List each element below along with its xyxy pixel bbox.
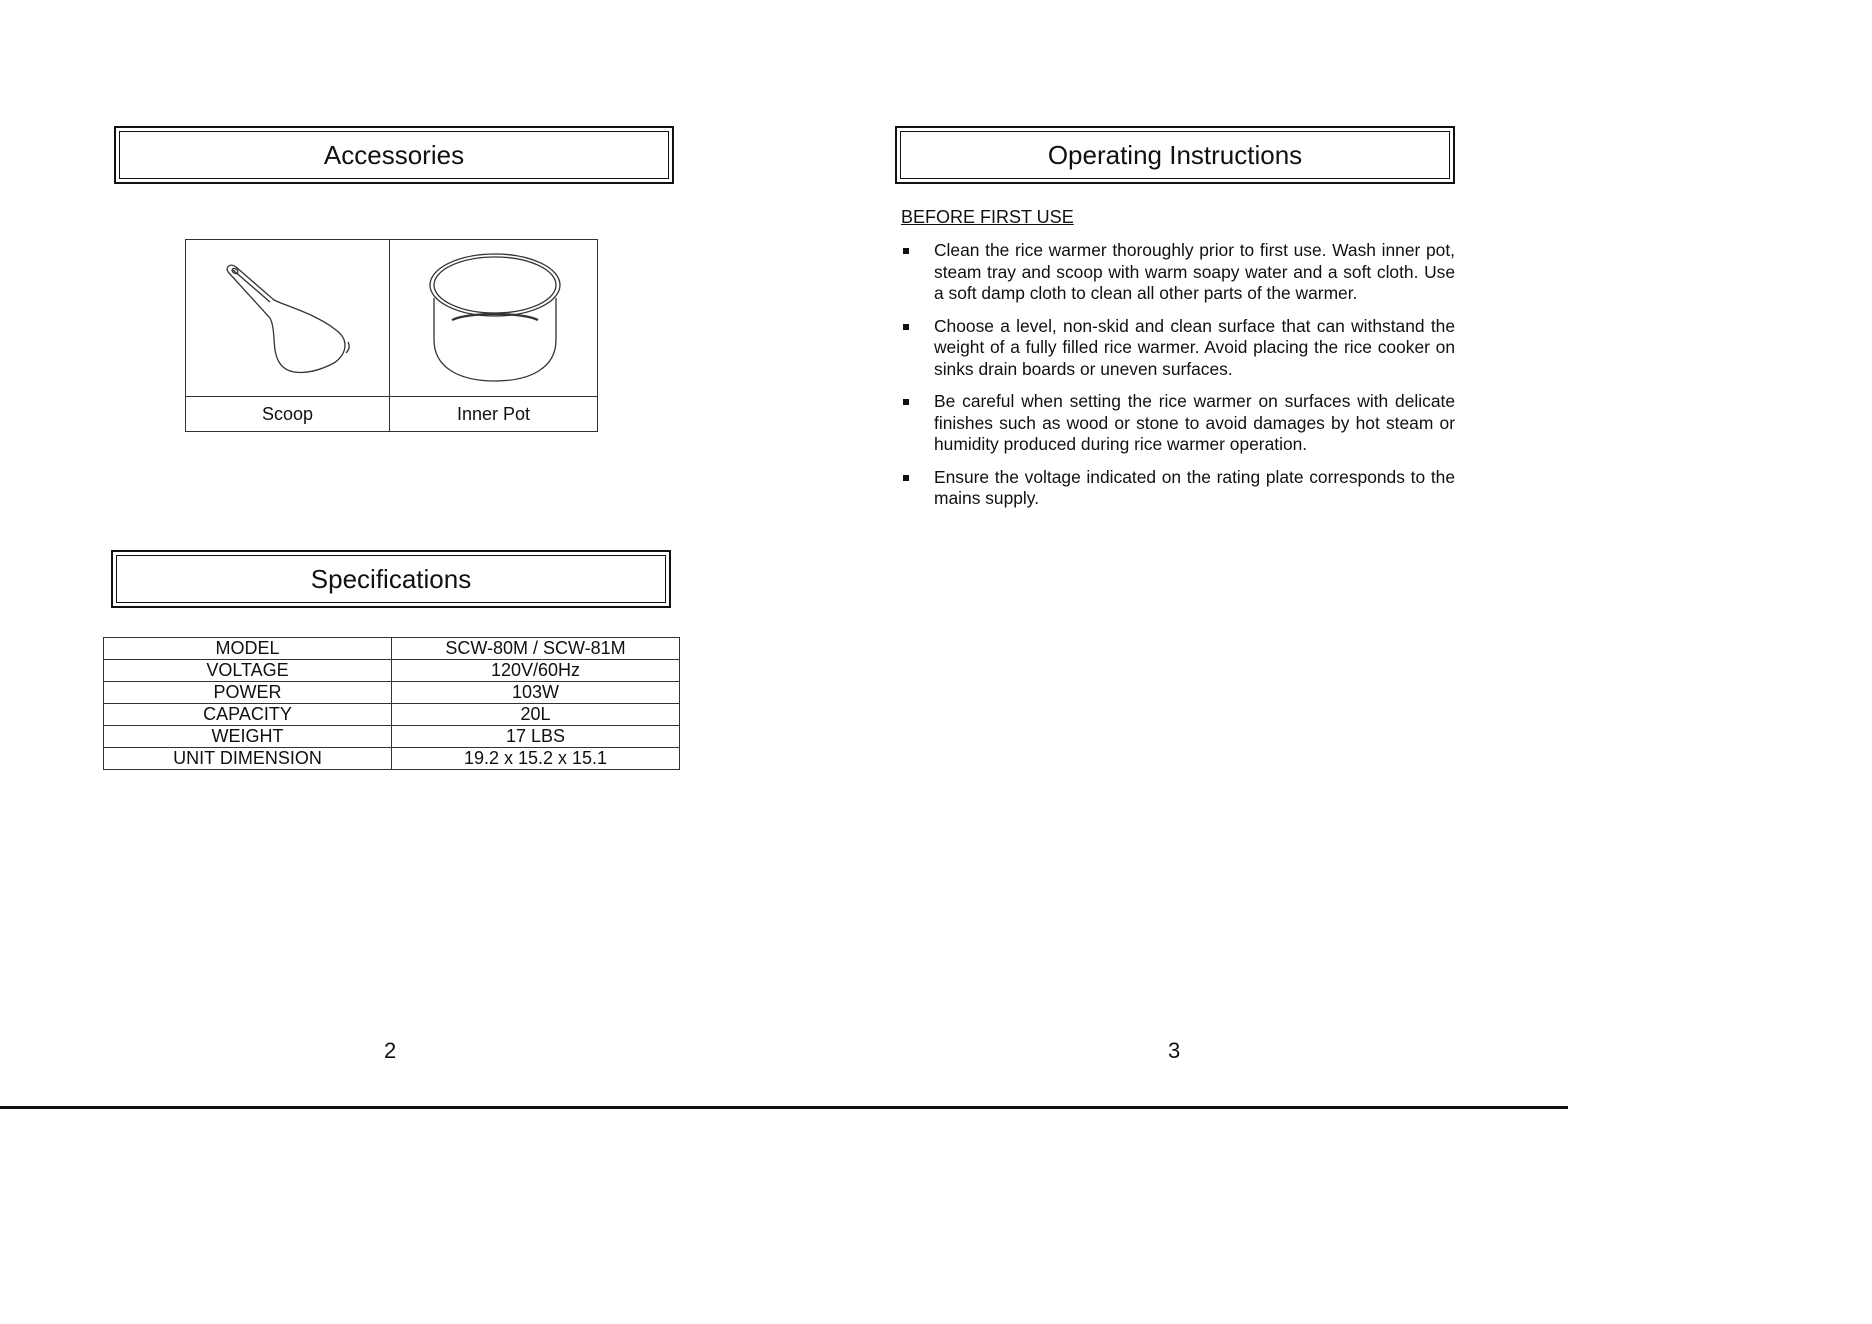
table-row <box>104 682 680 704</box>
page-number-left: 2 <box>384 1038 397 1063</box>
spec-value: 17 LBS <box>392 726 680 748</box>
spec-key: VOLTAGE <box>104 660 392 682</box>
inner-pot-icon <box>390 240 598 395</box>
scoop-label: Scoop <box>186 396 389 431</box>
table-row <box>104 704 680 726</box>
spec-value: 19.2 x 15.2 x 15.1 <box>392 748 680 770</box>
spec-value: 103W <box>392 682 680 704</box>
spec-key: MODEL <box>104 638 392 660</box>
bullet-icon <box>903 248 909 254</box>
bullet-icon <box>903 399 909 405</box>
instruction-list <box>901 240 1455 521</box>
operating-instructions-title: Operating Instructions <box>900 131 1450 179</box>
list-item <box>901 391 1455 456</box>
bullet-icon <box>903 324 909 330</box>
scoop-image-cell <box>186 240 389 396</box>
list-item <box>901 240 1455 305</box>
spec-value: SCW-80M / SCW-81M <box>392 638 680 660</box>
specifications-title-box <box>111 550 671 608</box>
spec-key: WEIGHT <box>104 726 392 748</box>
table-row <box>104 726 680 748</box>
inner-pot-label: Inner Pot <box>389 396 597 431</box>
list-item-text: Clean the rice warmer thoroughly prior to first use. Wash inner pot, steam tray and scoop with warm soapy water and a soft cloth. Use a soft damp cloth to clean all other parts of the warmer. <box>934 240 1455 303</box>
page-number-right: 3 <box>1168 1038 1181 1063</box>
accessories-title: Accessories <box>119 131 669 179</box>
table-row <box>104 638 680 660</box>
table-row <box>104 660 680 682</box>
specifications-table <box>103 637 680 770</box>
list-item <box>901 467 1455 510</box>
spec-value: 20L <box>392 704 680 726</box>
list-item-text: Ensure the voltage indicated on the rating plate corresponds to the mains supply. <box>934 466 1455 508</box>
table-row <box>104 748 680 770</box>
inner-pot-image-cell <box>389 240 597 396</box>
bottom-rule <box>0 1106 1568 1109</box>
spec-key: UNIT DIMENSION <box>104 748 392 770</box>
spec-key: POWER <box>104 682 392 704</box>
list-item-text: Be careful when setting the rice warmer on surfaces with delicate finishes such as wood or stone to avoid damages by hot steam or humidity produced during rice warmer operation. <box>934 391 1455 454</box>
spec-value: 120V/60Hz <box>392 660 680 682</box>
spec-key: CAPACITY <box>104 704 392 726</box>
accessories-table <box>185 239 598 432</box>
list-item-text: Choose a level, non-skid and clean surface that can withstand the weight of a fully filled rice warmer. Avoid placing the rice cooker on sinks drain boards or uneven surfaces. <box>934 315 1455 379</box>
bullet-icon <box>903 475 909 481</box>
list-item <box>901 316 1455 381</box>
specifications-title: Specifications <box>116 555 666 603</box>
before-first-use-heading: BEFORE FIRST USE <box>901 207 1074 227</box>
accessories-title-box <box>114 126 674 184</box>
scoop-icon <box>186 240 388 395</box>
operating-instructions-title-box <box>895 126 1455 184</box>
